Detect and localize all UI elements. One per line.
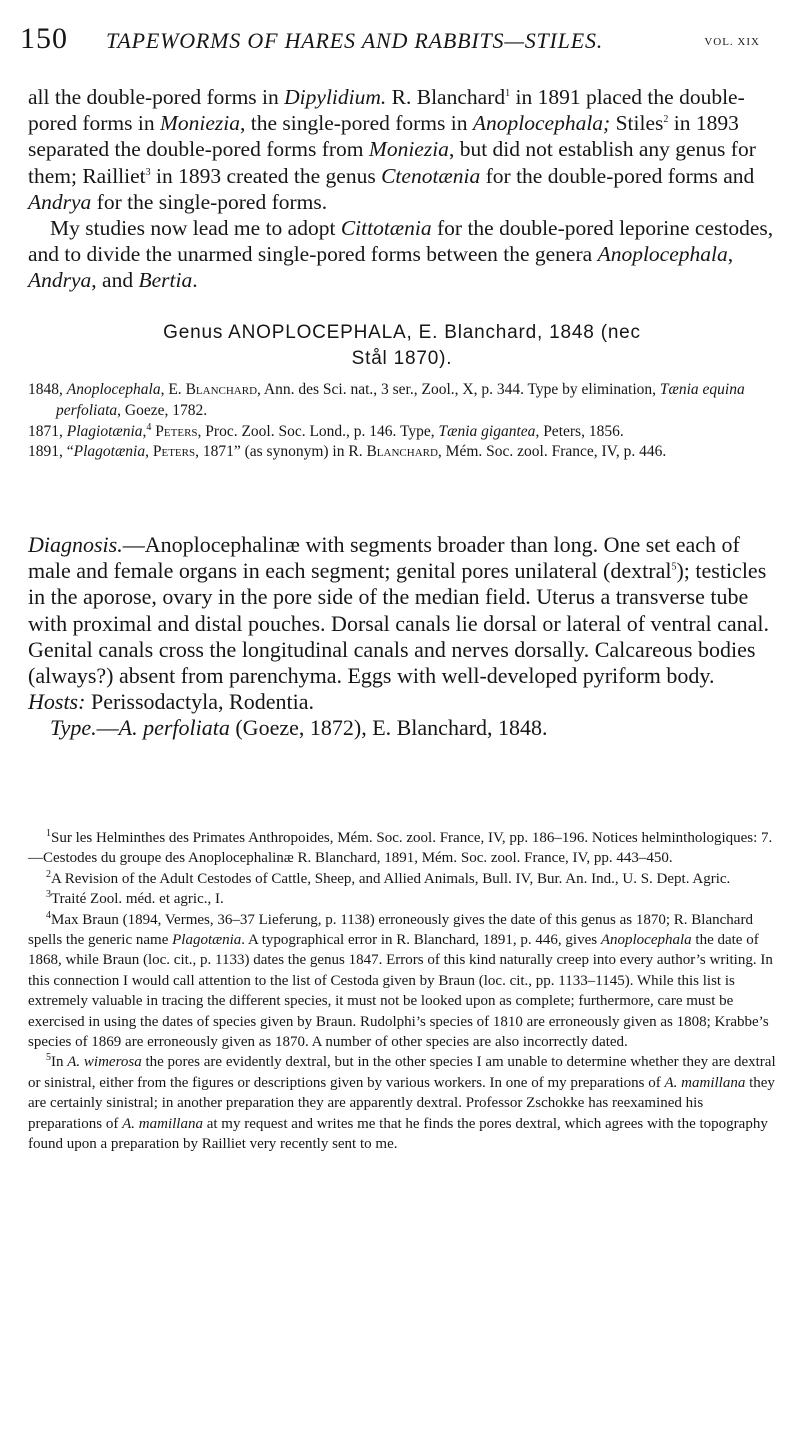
- hosts-label: Hosts:: [28, 689, 86, 715]
- text-run: , but did not establish any genus for them; Railliet: [28, 137, 756, 188]
- footnote-ref[interactable]: 4: [146, 421, 152, 433]
- text-run: , Proc. Zool. Soc. Lond., p. 146. Type,: [197, 422, 439, 440]
- text-run: R. Blanchard: [386, 85, 506, 109]
- footnote-text: Sur les Helminthes des Primates Anthropoides, Mém. Soc. zool. France, IV, pp. 186–196. Notices helminthologiques: 7.—Cestodes du groupe des Anoplocephalinæ R. Blanchard, 1891, Mém. Soc. zool. France, IV, pp. 443–450.: [28, 830, 773, 867]
- text-run: —Anoplocephalinæ with segments broader than long. One set each of male and female organs in each segment; genital pores unilateral (dextral: [28, 532, 740, 584]
- text-run: , Ann. des Sci. nat., 3 ser., Zool., X, p. 344. Type by elimination,: [257, 381, 660, 398]
- text-run: . A typographical error in R. Blanchard, 1891, p. 446, gives: [241, 932, 601, 949]
- footnote-number: 2: [46, 868, 51, 880]
- species-name: A. wimerosa: [67, 1054, 142, 1071]
- footnote-text: A Revision of the Adult Cestodes of Cattle, Sheep, and Allied Animals, Bull. IV, Bur. An. Ind., U. S. Dept. Agric.: [51, 870, 731, 887]
- diagnosis-paragraph: [28, 532, 776, 715]
- genus-name: Anoplocephala;: [472, 111, 611, 136]
- species-name: Tænia equina perfoliata: [56, 381, 745, 419]
- species-name: Tænia gigantea: [438, 422, 536, 440]
- intro-text: [28, 84, 776, 294]
- text-run: Stiles: [610, 111, 664, 136]
- genus-heading-line-1: Genus ANOPLOCEPHALA, E. Blanchard, 1848 (nec: [163, 322, 641, 343]
- text-run: , Peters, 1856.: [535, 422, 624, 440]
- genus-name: Plagotænia: [73, 443, 146, 461]
- text-run: Perissodactyla, Rodentia.: [85, 689, 314, 715]
- text-run: In: [51, 1054, 68, 1071]
- text-run: My studies now lead me to adopt: [50, 216, 341, 241]
- genus-name: Andrya: [28, 189, 92, 214]
- text-run: all the double-pored forms in: [28, 85, 285, 109]
- text-run: , the single-pored forms in: [240, 111, 473, 136]
- genus-heading-line-2: Stål 1870).: [351, 348, 453, 369]
- text-run: , 1871” (as synonym) in R.: [195, 443, 367, 461]
- footnote-2: [28, 869, 776, 889]
- text-run: in 1893 created the genus: [150, 163, 382, 188]
- text-run: , E.: [160, 381, 186, 398]
- genus-name: Anoplocephala: [597, 242, 728, 267]
- genus-name: Anoplocephala: [600, 932, 692, 949]
- genus-name: Bertia: [138, 268, 193, 293]
- text-run: the pores are evidently dextral, but in the other species I am unable to determine whether they are dextral or sinistral, either from the figures or descriptions given by various workers. In one of my preparations of: [28, 1054, 776, 1091]
- footnote-number: 4: [46, 909, 51, 921]
- text-run: in 1893 separated the double-pored forms from: [28, 111, 739, 162]
- diagnosis-label: Diagnosis.: [28, 532, 123, 557]
- text-run: for the double-pored forms and: [480, 163, 755, 188]
- page-number: 150: [20, 22, 68, 55]
- genus-name: Plagotænia: [172, 932, 242, 949]
- text-run: the date of 1868, while Braun (loc. cit., p. 1133) dates the genus 1847. Errors of this kind naturally creep into every author’s writing. In this connection I would call attention to the list of Cestoda given by Braun (loc. cit., pp. 1133–1145). While this list is extremely valuable in tracing the different species, it must not be looked upon as complete; furthermore, care must be exercised in using the dates of species given by Braun. Rudolphi’s species of 1810 are erroneously given as 1808; Krabbe’s species of 1869 are erroneously given as 1870. A number of other species are also incorrectly dated.: [28, 932, 773, 1051]
- text-run: ); testicles in the aporose, ovary in the pore side of the median field. Uterus a transverse tube with proximal and distal pouches. Dorsal canals lie dorsal or lateral of ventral canal. Genital canals cross the longitudinal canals and nerves dorsally. Calcareous bodies (always?) absent from parenchyma. Eggs with well-developed pyriform body.: [28, 558, 770, 689]
- text-run: ,: [145, 443, 153, 461]
- running-title: TAPEWORMS OF HARES AND RABBITS—STILES.: [106, 28, 604, 53]
- text-run: ,: [727, 242, 734, 267]
- type-label: Type.: [50, 715, 97, 741]
- intro-paragraph-1: [28, 84, 776, 215]
- volume-label: VOL. XIX: [704, 36, 760, 48]
- text-run: for the double-pored leporine cestodes, and to divide the unarmed single-pored forms between the genera: [28, 216, 774, 267]
- synonymy-entry: [28, 421, 776, 443]
- footnote-text: Traité Zool. méd. et agric., I.: [51, 891, 224, 908]
- footnote-4: [28, 910, 776, 1053]
- genus-name: Moniezia: [368, 137, 449, 162]
- footnote-3: [28, 889, 776, 909]
- diagnosis-section: [28, 532, 776, 742]
- text-run: for the single-pored forms.: [91, 189, 328, 214]
- text-run: 1891, “: [28, 443, 74, 461]
- genus-heading: [28, 320, 776, 372]
- author-name: Blanchard: [185, 381, 258, 398]
- species-name: A. mamillana: [122, 1115, 203, 1132]
- footnote-number: 5: [46, 1052, 51, 1064]
- text-run: 1848,: [28, 381, 67, 398]
- footnote-ref[interactable]: 2: [663, 114, 669, 126]
- synonymy-list: [28, 380, 776, 463]
- footnote-number: 1: [46, 828, 51, 839]
- genus-name: Moniezia: [159, 111, 240, 136]
- text-run: in 1891 placed the double-pored forms in: [28, 85, 745, 136]
- genus-name: Dipylidium.: [284, 85, 387, 109]
- text-run: , Goeze, 1782.: [117, 401, 208, 419]
- genus-name: Andrya: [28, 268, 92, 293]
- text-run: Max Braun (1894, Vermes, 36–37 Lieferung, p. 1138) erroneously gives the date of this genus as 1870; R. Blanchard spells the generic name: [28, 911, 753, 949]
- footnote-1: [28, 828, 776, 869]
- synonymy-entry: [28, 442, 776, 463]
- footnote-ref[interactable]: 3: [145, 166, 151, 178]
- footnote-ref[interactable]: 1: [505, 87, 511, 99]
- synonymy-entry: [28, 380, 776, 422]
- text-run: at my request and writes me that he finds the pores dextral, which agrees with the topography found upon a preparation by Railliet very recently sent to me.: [28, 1115, 768, 1153]
- text-run: they are certainly sinistral; in another preparation they are apparently dextral. Professor Zschokke has reexamined his preparations of: [28, 1074, 775, 1132]
- text-run: , and: [91, 268, 139, 293]
- text-run: ,: [142, 422, 147, 440]
- genus-name: Plagiotænia: [66, 422, 143, 440]
- author-name: Blanchard: [366, 443, 438, 461]
- genus-name: Ctenotænia: [381, 163, 481, 188]
- author-name: Peters: [152, 443, 196, 461]
- text-run: .: [192, 268, 198, 293]
- genus-name: Cittotænia: [340, 216, 432, 241]
- text-run: (Goeze, 1872), E. Blanchard, 1848.: [229, 715, 548, 741]
- text-run: —: [96, 715, 119, 741]
- footnotes: [28, 828, 776, 1155]
- text-run: 1871,: [28, 422, 67, 440]
- footnote-5: [28, 1052, 776, 1154]
- intro-paragraph-2: [28, 215, 776, 294]
- author-name: Peters: [155, 422, 198, 440]
- type-species: A. perfoliata: [118, 715, 230, 741]
- type-paragraph: [28, 715, 776, 741]
- running-head: [20, 22, 780, 62]
- genus-name: Anoplocephala: [66, 381, 161, 398]
- text-run: , Mém. Soc. zool. France, IV, p. 446.: [437, 443, 667, 461]
- footnote-ref[interactable]: 5: [671, 561, 677, 573]
- species-name: A. mamillana: [664, 1074, 746, 1091]
- footnote-number: 3: [46, 889, 51, 901]
